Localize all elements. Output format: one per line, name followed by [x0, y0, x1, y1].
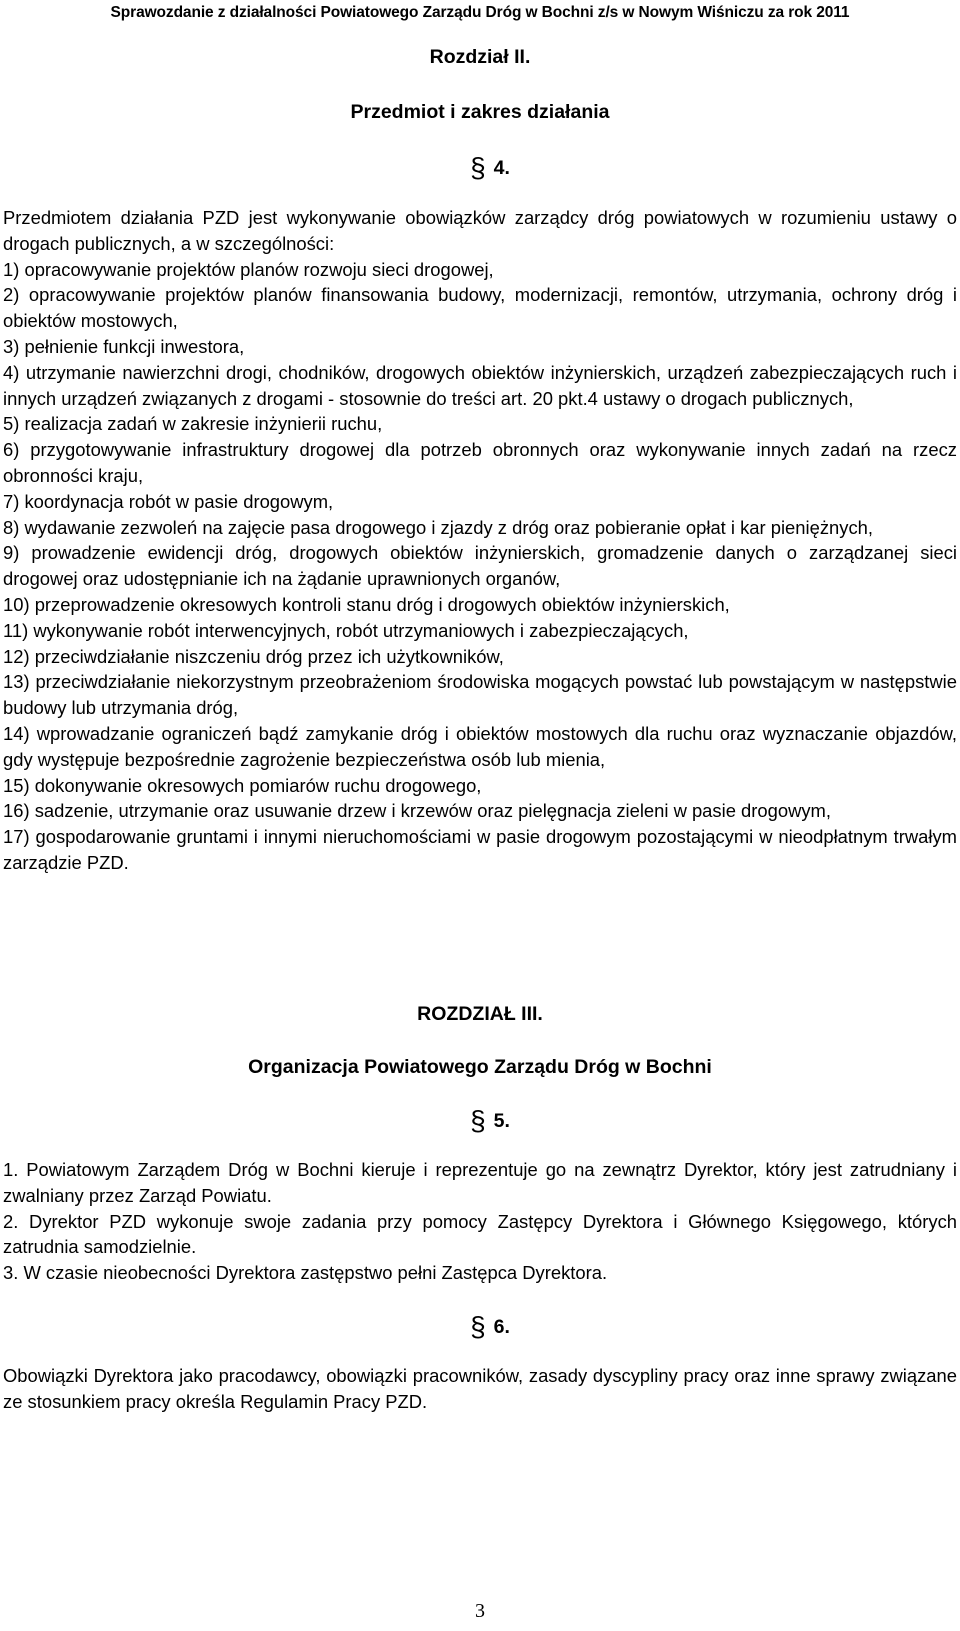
- section-4-intro: Przedmiotem działania PZD jest wykonywanie obowiązków zarządcy dróg powiatowych w rozumieniu ustawy o drogach publicznych, a w szczególności:: [3, 207, 957, 254]
- running-header: Sprawozdanie z działalności Powiatowego Zarządu Dróg w Bochni z/s w Nowym Wiśniczu za rok 2011: [110, 4, 850, 21]
- section-sign-icon: §: [470, 1311, 486, 1342]
- list-item: 13) przeciwdziałanie niekorzystnym przeobrażeniom środowiska mogących powstać lub powstającym w następstwie budowy lub utrzymania dróg,: [3, 671, 957, 719]
- section-6-body: [3, 1363, 957, 1415]
- list-item: 15) dokonywanie okresowych pomiarów ruchu drogowego,: [3, 774, 482, 796]
- list-item: 6) przygotowywanie infrastruktury drogowej dla potrzeb obronnych oraz wykonywanie innych zadań na rzecz obronności kraju,: [3, 439, 957, 486]
- section-sign-icon: §: [470, 152, 486, 183]
- section-5-number: 5.: [493, 1110, 510, 1132]
- section-5-heading: [10, 1105, 960, 1137]
- section-6-text: Obowiązki Dyrektora jako pracodawcy, obowiązki pracowników, zasady dyscypliny pracy oraz inne sprawy związane ze stosunkiem pracy określa Regulamin Pracy PZD.: [3, 1365, 957, 1412]
- section-6-number: 6.: [493, 1316, 510, 1338]
- list-item: 11) wykonywanie robót interwencyjnych, robót utrzymaniowych i zabezpieczających,: [3, 619, 689, 641]
- section-5-body: [3, 1157, 957, 1286]
- list-item: 2) opracowywanie projektów planów finansowania budowy, modernizacji, remontów, utrzymania, ochrony dróg i obiektów mostowych,: [3, 284, 957, 332]
- list-item: 14) wprowadzanie ograniczeń bądź zamykanie dróg i obiektów mostowych dla ruchu oraz wyznaczanie objazdów, gdy występuje bezpośrednie zagrożenie bezpieczeństwa osób lub mienia,: [3, 722, 957, 770]
- list-item: 10) przeprowadzenie okresowych kontroli stanu dróg i drogowych obiektów inżynierskich,: [3, 593, 730, 615]
- list-item: 17) gospodarowanie gruntami i innymi nieruchomościami w pasie drogowym pozostającymi w nieodpłatnym trwałym zarządzie PZD.: [3, 826, 957, 873]
- list-item: 7) koordynacja robót w pasie drogowym,: [3, 490, 334, 512]
- section-4-heading: [10, 152, 960, 184]
- list-item: 16) sadzenie, utrzymanie oraz usuwanie drzew i krzewów oraz pielęgnacja zieleni w pasie drogowym,: [3, 800, 831, 822]
- list-item: 1) opracowywanie projektów planów rozwoju sieci drogowej,: [3, 258, 494, 280]
- list-item: 4) utrzymanie nawierzchni drogi, chodników, drogowych obiektów inżynierskich, urządzeń zabezpieczających ruch i innych urządzeń związanych z drogami - stosownie do treści art. 20 pkt.4 ustawy o drogach publicznych,: [3, 361, 957, 409]
- list-item: 9) prowadzenie ewidencji dróg, drogowych obiektów inżynierskich, gromadzenie danych o zarządzanej sieci drogowej oraz udostępnianie ich na żądanie uprawnionych organów,: [3, 542, 957, 590]
- section-6-heading: [10, 1311, 960, 1343]
- list-item: 8) wydawanie zezwoleń na zajęcie pasa drogowego i zjazdy z dróg oraz pobieranie opłat i kar pieniężnych,: [3, 516, 873, 538]
- chapter-3-title: Organizacja Powiatowego Zarządu Dróg w Bochni: [248, 1056, 712, 1078]
- list-item: 1. Powiatowym Zarządem Dróg w Bochni kieruje i reprezentuje go na zewnątrz Dyrektor, który jest zatrudniany i zwalniany przez Zarząd Powiatu.: [3, 1159, 957, 1206]
- list-item: 5) realizacja zadań w zakresie inżynierii ruchu,: [3, 413, 383, 435]
- list-item: 2. Dyrektor PZD wykonuje swoje zadania przy pomocy Zastępcy Dyrektora i Głównego Księgowego, których zatrudnia samodzielnie.: [3, 1210, 957, 1258]
- section-4-number: 4.: [493, 157, 510, 179]
- section-sign-icon: §: [470, 1105, 486, 1136]
- list-item: 12) przeciwdziałanie niszczeniu dróg przez ich użytkowników,: [3, 645, 504, 667]
- chapter-2-number: Rozdział II.: [429, 46, 531, 68]
- chapter-2-title: Przedmiot i zakres działania: [350, 101, 610, 123]
- chapter-3-number: ROZDZIAŁ III.: [417, 1003, 543, 1025]
- section-4-body: [3, 205, 957, 876]
- page-number: 3: [475, 1600, 485, 1622]
- list-item: 3) pełnienie funkcji inwestora,: [3, 335, 245, 357]
- list-item: 3. W czasie nieobecności Dyrektora zastępstwo pełni Zastępca Dyrektora.: [3, 1262, 608, 1284]
